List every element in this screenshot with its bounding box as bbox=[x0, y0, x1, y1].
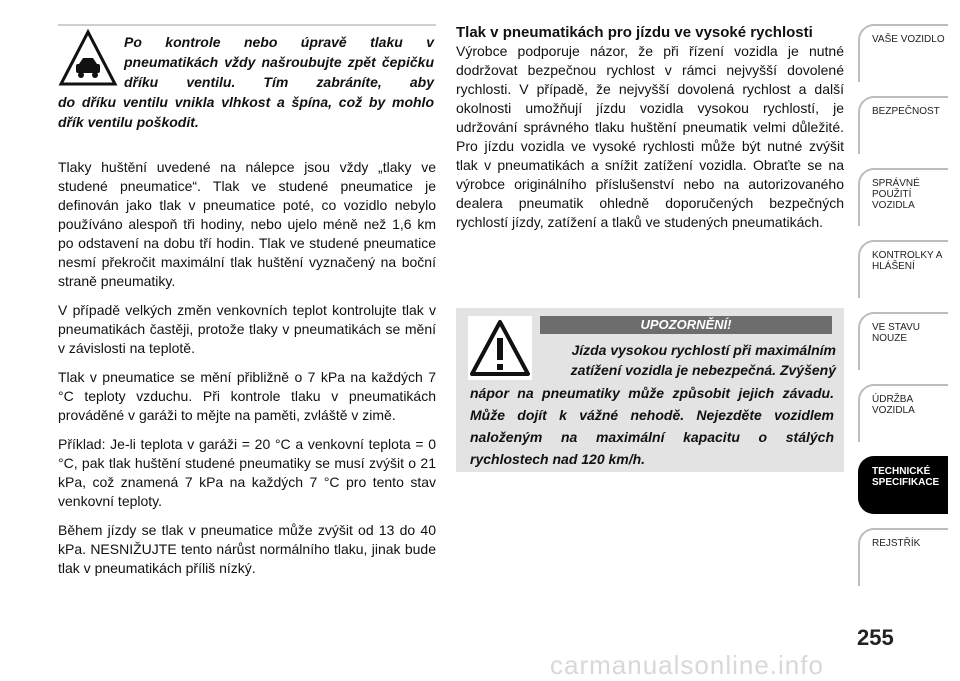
tab-technicke-specifikace[interactable]: TECHNICKÉ SPECIFIKACE bbox=[858, 456, 948, 514]
warning-text-first: Jízda vysokou rychlostí při maximálním zatížení vozidla je nebezpečná. Zvýšený bbox=[570, 342, 836, 378]
paragraph: Tlak v pneumatice se mění přibližně o 7 kPa na každých 7 °C teploty vzduchu. Při kontrole tlaku v pneumatikách prováděné v garáži to mějte na paměti, zvláště v zimě. bbox=[58, 369, 436, 423]
car-warning-icon bbox=[58, 28, 118, 88]
warning-title: UPOZORNĚNÍ! bbox=[540, 316, 832, 334]
top-rule bbox=[58, 24, 436, 26]
section-body: Výrobce podporuje názor, že při řízení vozidla je nutné dodržovat bezpečnou rychlost v rámci nejvyšší dovolené rychlosti. V případě, že nejvyšší dovolená rychlost a další okolnosti umožňují jízdu vozidla vysokou rychlostí, je udržování správného tlaku huštění pneumatik velmi důležité. Pro jízdu vozidla ve vysoké rychlosti může být nutné zvýšit tlak v pneumatikách a snížit zatížení vozidla. Obraťte se na výrobce originálního příslušenství nebo na autorizovaného dealera pneumatik ohledně doporučených bezpečných rychlostí jízdy, zatížení a tlaků ve studených pneumatikách. bbox=[456, 43, 844, 230]
note-text-rest: do dříku ventilu vnikla vlhkost a špína, což by mohlo dřík ventilu poškodit. bbox=[58, 94, 434, 130]
paragraph: Tlaky huštění uvedené na nálepce jsou vždy „tlaky ve studené pneumatice“. Tlak ve studené pneumatice je definován jako tlak v pneumatice poté, co vozidlo nebylo používáno alespoň tři hodiny, nebo ujelo méně než 1,6 km po odstavení na dobu tří hodin. Tlak ve studené pneumatice nesmí překročit maximální tlak huštění vyznačený na boční straně pneumatiky. bbox=[58, 159, 436, 289]
watermark: carmanualsonline.info bbox=[550, 650, 824, 680]
left-column bbox=[58, 158, 436, 588]
tab-kontrolky[interactable]: KONTROLKY A HLÁŠENÍ bbox=[858, 240, 948, 298]
section-heading: Tlak v pneumatikách pro jízdu ve vysoké rychlosti bbox=[456, 24, 813, 41]
warning-box bbox=[456, 308, 844, 472]
paragraph: Během jízdy se tlak v pneumatice může zvýšit od 13 do 40 kPa. NESNIŽUJTE tento nárůst normálního tlaku, jinak bude tlak v pneumatikách příliš nízký. bbox=[58, 522, 436, 576]
chapter-tabs bbox=[858, 24, 960, 600]
note-box bbox=[58, 28, 436, 128]
tab-spravne-pouziti[interactable]: SPRÁVNÉ POUŽITÍ VOZIDLA bbox=[858, 168, 948, 226]
paragraph: Příklad: Je-li teplota v garáži = 20 °C a venkovní teplota = 0 °C, pak tlak huštění studené pneumatiky se musí zvýšit o 21 kPa, což znamená 7 kPa na každých 7 °C pro tento stav venkovní teploty. bbox=[58, 436, 436, 509]
right-column bbox=[456, 24, 844, 232]
tab-bezpecnost[interactable]: BEZPEČNOST bbox=[858, 96, 948, 154]
note-text-first: Po kontrole nebo úpravě tlaku v pneumatikách vždy našroubujte zpět čepičku dříku ventilu. Tím zabráníte, aby bbox=[124, 34, 434, 90]
paragraph: V případě velkých změn venkovních teplot kontrolujte tlak v pneumatikách častěji, protože tlaky v pneumatikách se mění v závislosti na teplotě. bbox=[58, 302, 436, 356]
tab-udrzba[interactable]: ÚDRŽBA VOZIDLA bbox=[858, 384, 948, 442]
page-number: 255 bbox=[857, 625, 894, 650]
warning-text-rest: nápor na pneumatiky může způsobit jejich závadu. Může dojít k vážné nehodě. Nejezděte vozidlem naloženým na maximální kapacitu o stálých rychlostech nad 120 km/h. bbox=[470, 385, 834, 467]
tab-vase-vozidlo[interactable]: VAŠE VOZIDLO bbox=[858, 24, 948, 82]
tab-ve-stavu-nouze[interactable]: VE STAVU NOUZE bbox=[858, 312, 948, 370]
tab-rejstrik[interactable]: REJSTŘÍK bbox=[858, 528, 948, 586]
warning-triangle-icon bbox=[468, 316, 532, 380]
